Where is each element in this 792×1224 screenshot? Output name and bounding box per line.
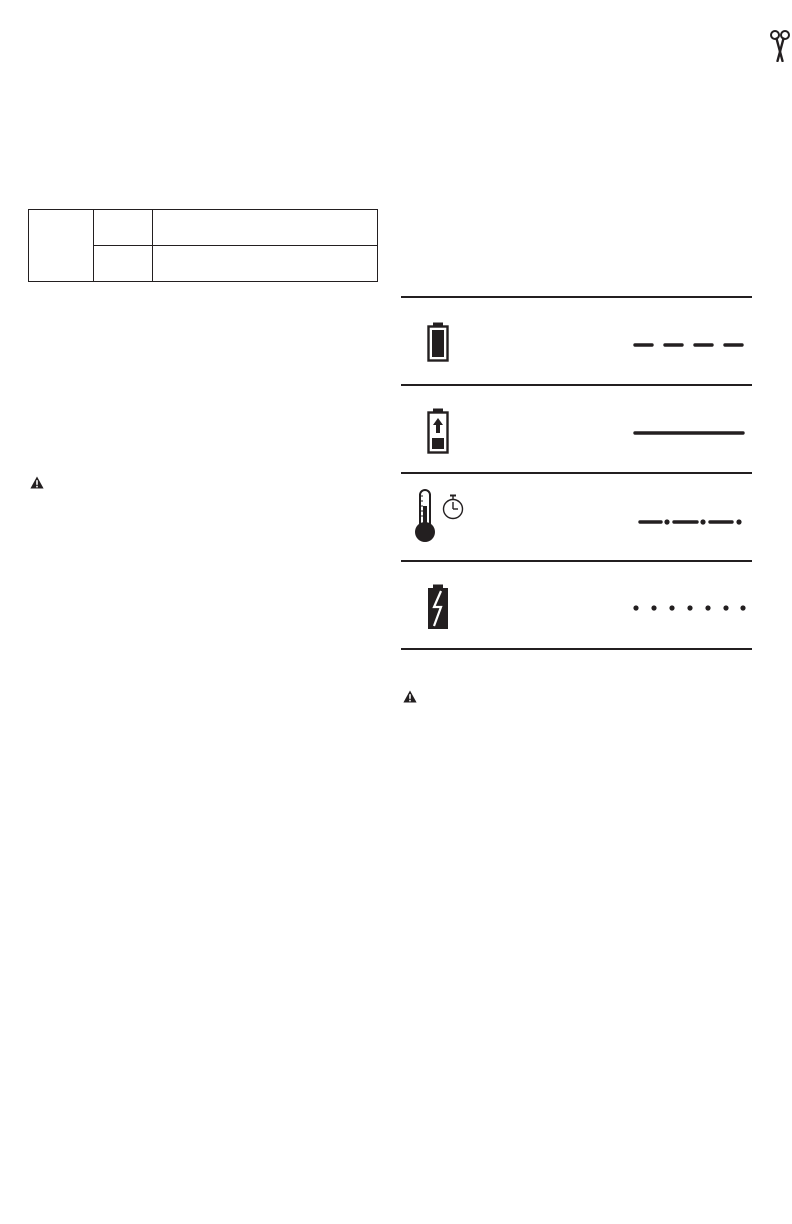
warning-triangle-icon	[30, 476, 44, 489]
table-cell	[29, 210, 94, 282]
hot-cold-pack-delay-icon	[411, 488, 469, 544]
battery-charging-icon	[427, 322, 449, 362]
table-cell	[153, 246, 378, 282]
table-cell	[153, 210, 378, 246]
indicator-row-charging	[401, 298, 752, 384]
dashed-line-pattern	[631, 337, 747, 353]
dash-dot-line-pattern	[631, 514, 747, 530]
divider	[401, 648, 752, 650]
indicator-row-full	[401, 386, 752, 472]
warning-triangle-icon	[403, 690, 417, 703]
indicator-row-hot-cold-delay	[401, 474, 752, 560]
dotted-line-pattern	[631, 600, 747, 616]
defective-pack-icon	[427, 584, 449, 630]
table-row	[29, 210, 378, 246]
battery-full-icon	[427, 408, 449, 454]
spec-table	[28, 209, 378, 282]
solid-line-pattern	[631, 425, 747, 441]
table-cell	[94, 246, 153, 282]
table-cell	[94, 210, 153, 246]
scissors-icon	[769, 30, 791, 62]
indicator-row-defective	[401, 562, 752, 648]
